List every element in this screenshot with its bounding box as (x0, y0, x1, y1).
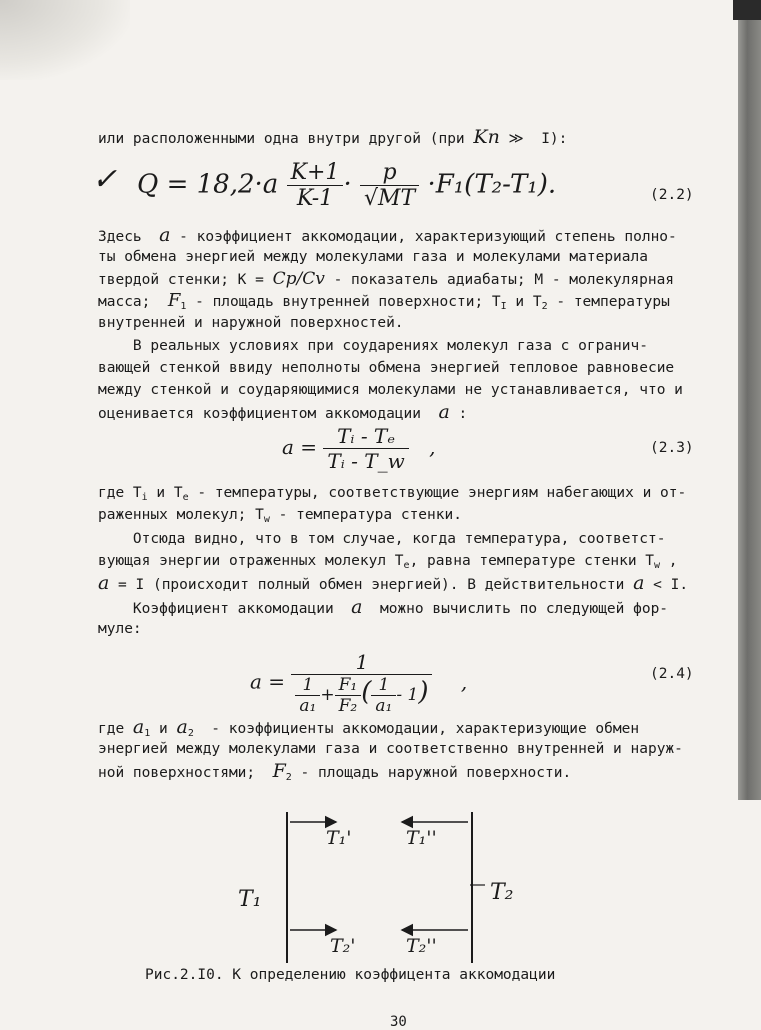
text-line: оценивается коэффициентом аккомодации a : (98, 401, 468, 423)
page-number: 30 (390, 1014, 407, 1030)
equation-number-2-4: (2.4) (650, 666, 694, 682)
text-line: энергией между молекулами газа и соответственно внутренней и наруж- (98, 741, 683, 757)
equation-2-2: Q = 18,2·a $\frac{K+1}{K-1}$ · $\frac{p}{√MT}$ ·F₁(T₂-T₁). (137, 160, 557, 211)
text-line: вающей стенкой ввиду неполноты обмена энергией тепловое равновесие (98, 360, 675, 376)
text-line: Здесь a - коэффициент аккомодации, характеризующий степень полно- (98, 224, 677, 246)
text-line: В реальных условиях при соударениях молекул газа с огранич- (98, 338, 648, 354)
figure-caption: Рис.2.I0. К определению коэффицента аккомодации (145, 967, 556, 983)
text-line: ной поверхностями; $F_2$ - площадь наружной поверхности. (98, 760, 572, 783)
text-line: внутренней и наружной поверхностей. (98, 315, 404, 331)
text-line: раженных молекул; $Т_w$ - температура стенки. (98, 507, 462, 525)
figure-label-bottom-right: T₂'' (406, 935, 437, 957)
text-line: a = I (происходит полный обмен энергией). В действительности a < I. (98, 572, 689, 594)
text-line: где $Т_i$ и $Т_e$ - температуры, соответствующие энергиям набегающих и от- (98, 485, 687, 503)
text-line: Отсюда видно, что в том случае, когда температура, соответст- (98, 531, 666, 547)
equation-2-4: a = 1 $\frac{1}{\text{a₁}}$ + $\frac{\text{F₁}}{\text{F₂}}$ ( $\frac{1}{\text{a₁}}$ - 1) , (250, 650, 468, 716)
intro-line: или расположенными одна внутри другой (при Kn ≫ I): (98, 126, 568, 148)
equation-2-3: a = $\frac{\text{Tᵢ - Tₑ}}{\text{Tᵢ - T\_w}}$ , (282, 424, 436, 473)
figure-label-right: T₂ (490, 880, 514, 905)
check-mark: ✓ (92, 162, 118, 197)
text-line: где $a_1$ и $a_2$ - коэффициенты аккомодации, характеризующие обмен (98, 716, 640, 739)
text-line: твердой стенки; К = Cp/Cv - показатель адиабаты; М - молекулярная (98, 269, 675, 289)
equation-number-2-2: (2.2) (650, 187, 694, 203)
figure-label-top-left: T₁' (326, 827, 352, 849)
figure-label-top-right: T₁'' (406, 827, 437, 849)
text-line: Коэффициент аккомодации a можно вычислить по следующей фор- (98, 596, 669, 618)
text-line: ты обмена энергией между молекулами газа и молекулами материала (98, 249, 648, 265)
text-line: масса; $F_1$ - площадь внутренней поверхности; $Т_I$ и $Т_2$ - температуры (98, 290, 670, 312)
equation-number-2-3: (2.3) (650, 440, 694, 456)
figure-label-bottom-left: T₂' (330, 935, 356, 957)
text-line: между стенкой и соударяющимися молекулами не устанавливается, что и (98, 382, 683, 398)
text-line: вующая энергии отраженных молекул $Т_e$, равна температуре стенки $Т_w$ , (98, 553, 678, 571)
text-line: муле: (98, 621, 142, 637)
figure-label-left: T₁ (238, 887, 262, 912)
